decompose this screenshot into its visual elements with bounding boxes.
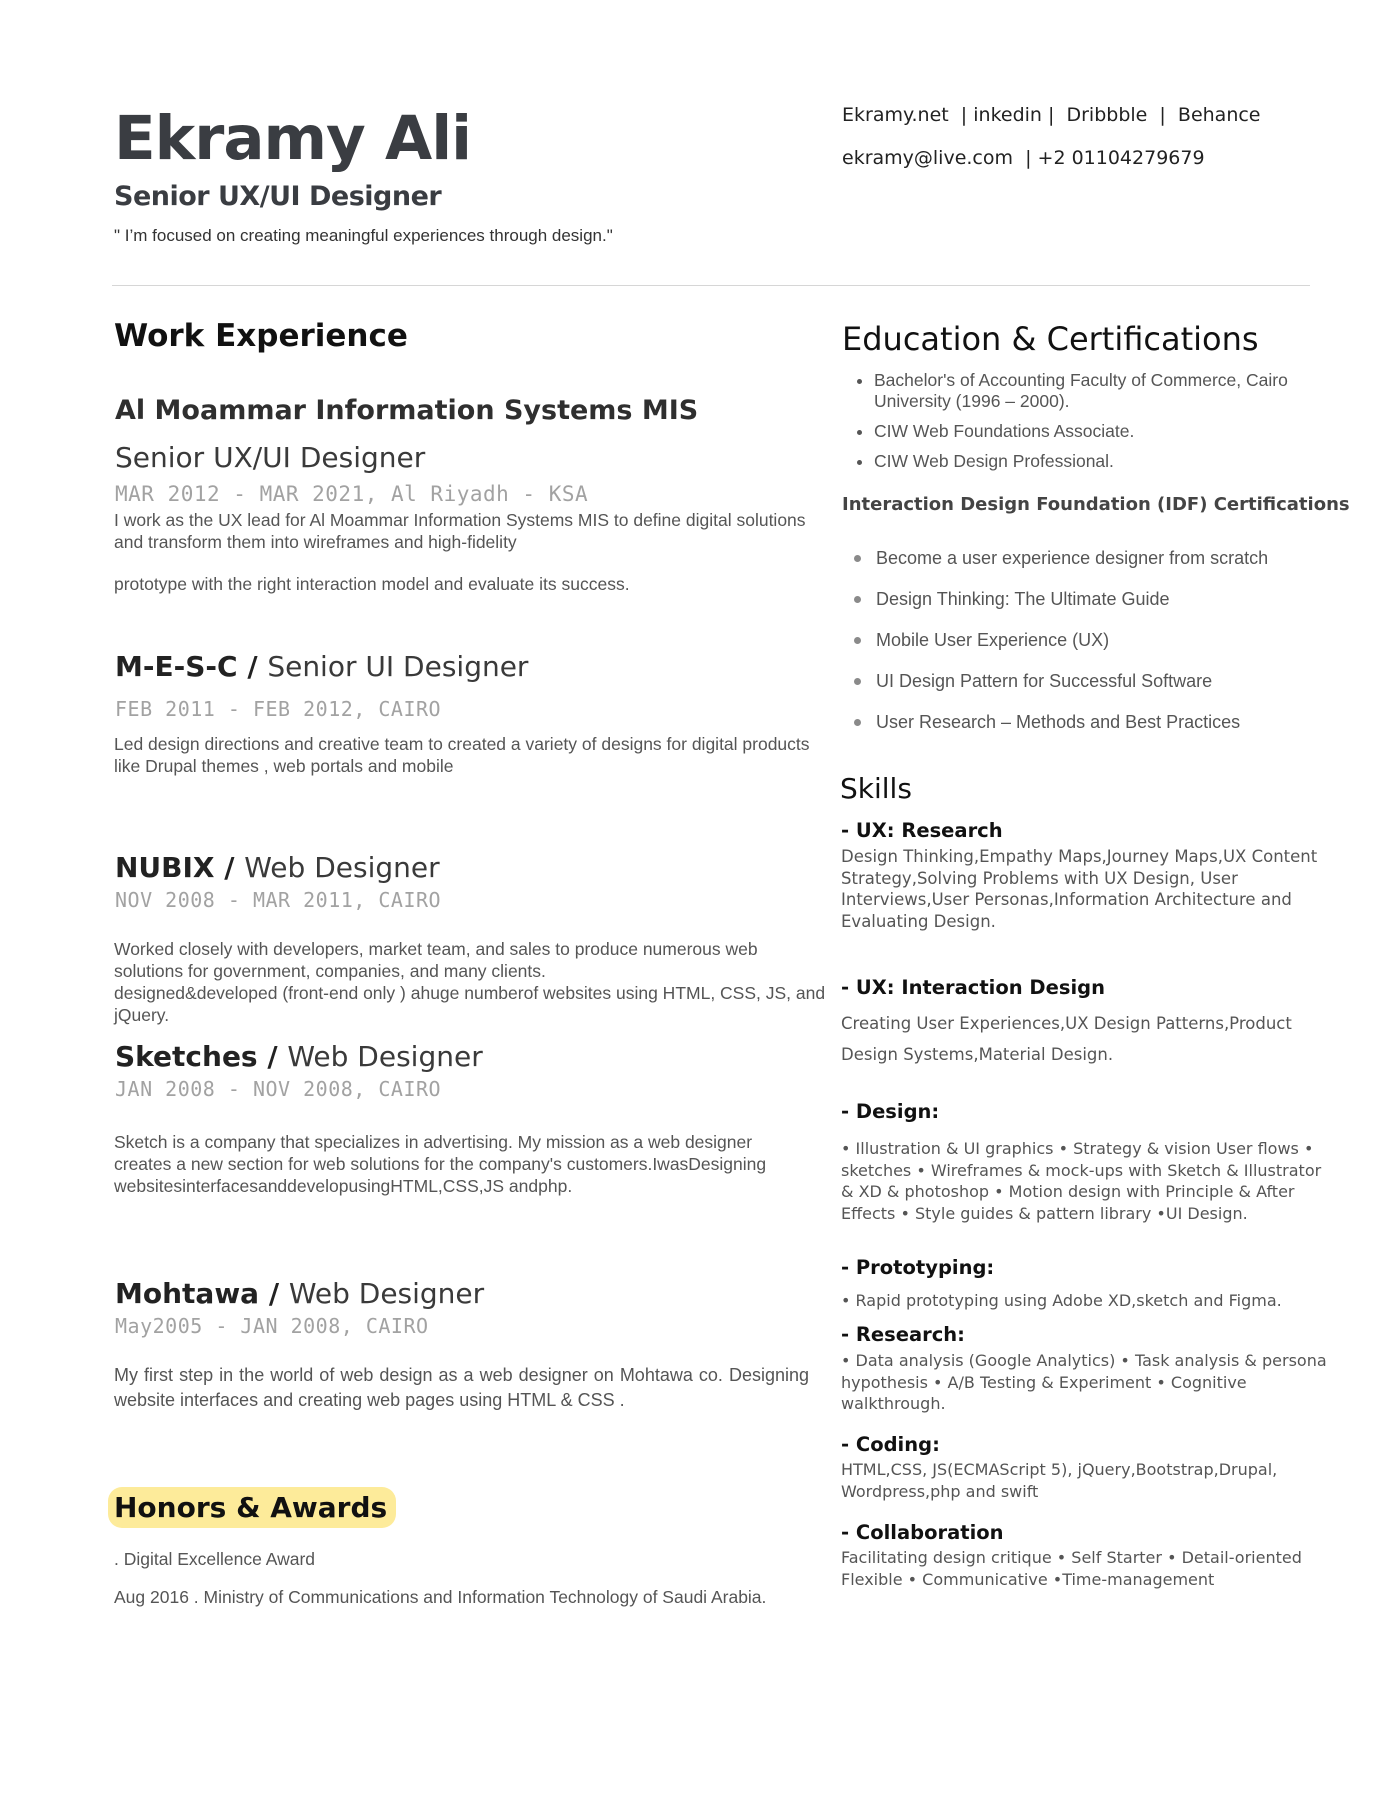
skill-group-title: - Collaboration bbox=[841, 1521, 1004, 1544]
contact-links[interactable]: Ekramy.net | inkedin | Dribbble | Behance bbox=[842, 104, 1261, 126]
job-3-description: Worked closely with developers, market team, and sales to produce numerous web solutions for government, companies, and many clients. bbox=[114, 939, 758, 981]
job-4-company: Sketches bbox=[115, 1040, 258, 1073]
education-heading: Education & Certifications bbox=[842, 320, 1259, 358]
job-1-dates: MAR 2012 - MAR 2021, Al Riyadh - KSA bbox=[115, 482, 589, 506]
certification-item: Mobile User Experience (UX) bbox=[876, 630, 1316, 651]
job-1-company: Al Moammar Information Systems MIS bbox=[115, 395, 699, 426]
idf-certifications-heading: Interaction Design Foundation (IDF) Certifications bbox=[842, 494, 1350, 515]
skill-group-text: Facilitating design critique • Self Starter • Detail-oriented Flexible • Communicative •Time-management bbox=[841, 1548, 1302, 1589]
education-item: • CIW Web Design Professional. bbox=[874, 451, 1314, 472]
honor-award: . Digital Excellence Award bbox=[114, 1549, 316, 1569]
job-3-role: Web Designer bbox=[244, 851, 440, 884]
job-1-role: Senior UX/UI Designer bbox=[115, 441, 426, 474]
contact-email-phone[interactable]: ekramy@live.com | +2 01104279679 bbox=[842, 147, 1205, 169]
tagline-quote: " I’m focused on creating meaningful experiences through design." bbox=[114, 226, 613, 245]
job-2-separator: / bbox=[237, 650, 268, 683]
job-1-description: I work as the UX lead for Al Moammar Information Systems MIS to define digital solutions and transform them into wireframes and high-fidelity bbox=[114, 510, 806, 552]
skill-group-title: - Prototyping: bbox=[841, 1256, 995, 1279]
candidate-name: Ekramy Ali bbox=[114, 103, 472, 174]
job-1-description-2: prototype with the right interaction model and evaluate its success. bbox=[114, 574, 630, 594]
job-2-dates: FEB 2011 - FEB 2012, CAIRO bbox=[115, 697, 442, 721]
certification-item: Design Thinking: The Ultimate Guide bbox=[876, 589, 1316, 610]
job-3-dates: NOV 2008 - MAR 2011, CAIRO bbox=[115, 888, 442, 912]
skill-group-title: - UX: Interaction Design bbox=[841, 976, 1105, 999]
job-3-heading bbox=[115, 851, 440, 884]
job-2-role: Senior UI Designer bbox=[267, 650, 529, 683]
work-experience-heading: Work Experience bbox=[114, 318, 408, 354]
candidate-title: Senior UX/UI Designer bbox=[114, 181, 442, 212]
job-5-heading bbox=[115, 1277, 484, 1310]
honors-heading: Honors & Awards bbox=[108, 1487, 396, 1528]
job-5-dates: May2005 - JAN 2008, CAIRO bbox=[115, 1314, 429, 1338]
job-5-role: Web Designer bbox=[288, 1277, 485, 1310]
job-3-separator: / bbox=[214, 851, 245, 884]
skill-group-text: Creating User Experiences,UX Design Patterns,Product Design Systems,Material Design. bbox=[841, 1014, 1292, 1064]
skill-group-text: Design Thinking,Empathy Maps,Journey Maps,UX Content Strategy,Solving Problems with UX Design, User Interviews,User Personas,Information Architecture and Evaluating Design. bbox=[841, 847, 1318, 931]
skill-group-text: HTML,CSS, JS(ECMAScript 5), jQuery,Bootstrap,Drupal, Wordpress,php and swift bbox=[841, 1460, 1278, 1501]
idf-certifications-list bbox=[842, 548, 1316, 753]
skill-group-title: - Coding: bbox=[841, 1433, 940, 1456]
job-3-company: NUBIX bbox=[115, 851, 215, 884]
job-2-heading bbox=[115, 650, 528, 683]
job-5-description: My first step in the world of web design as a web designer on Mohtawa co. Designing website interfaces and creating web pages using HTML & CSS . bbox=[114, 1365, 809, 1410]
job-2-company: M-E-S-C bbox=[115, 650, 238, 683]
skill-group-title: - Design: bbox=[841, 1100, 940, 1123]
education-item: • Bachelor's of Accounting Faculty of Commerce, Cairo University (1996 – 2000). bbox=[874, 370, 1314, 412]
header-divider bbox=[112, 285, 1310, 286]
skills-heading: Skills bbox=[840, 772, 912, 805]
job-4-separator: / bbox=[257, 1040, 288, 1073]
job-4-dates: JAN 2008 - NOV 2008, CAIRO bbox=[115, 1077, 442, 1101]
education-list bbox=[842, 370, 1314, 481]
job-5-separator: / bbox=[259, 1277, 289, 1310]
job-2-description: Led design directions and creative team to created a variety of designs for digital products like Drupal themes , web portals and mobile bbox=[114, 734, 810, 776]
skill-group-text: • Rapid prototyping using Adobe XD,sketch and Figma. bbox=[841, 1291, 1282, 1310]
certification-item: UI Design Pattern for Successful Software bbox=[876, 671, 1316, 692]
skill-group-title: - UX: Research bbox=[841, 819, 1003, 842]
skill-group-text: • Data analysis (Google Analytics) • Task analysis & persona hypothesis • A/B Testing & Experiment • Cognitive walkthrough. bbox=[841, 1351, 1327, 1413]
education-item: • CIW Web Foundations Associate. bbox=[874, 421, 1314, 442]
job-4-heading bbox=[115, 1040, 483, 1073]
certification-item: User Research – Methods and Best Practices bbox=[876, 712, 1316, 733]
job-3-description-2: designed&developed (front-end only ) ahuge numberof websites using HTML, CSS, JS, and jQuery. bbox=[114, 983, 826, 1025]
skill-group-title: - Research: bbox=[841, 1323, 965, 1346]
job-4-role: Web Designer bbox=[287, 1040, 483, 1073]
honor-award-details: Aug 2016 . Ministry of Communications and Information Technology of Saudi Arabia. bbox=[114, 1587, 767, 1607]
certification-item: Become a user experience designer from scratch bbox=[876, 548, 1316, 569]
job-5-company: Mohtawa bbox=[115, 1277, 260, 1310]
job-4-description: Sketch is a company that specializes in advertising. My mission as a web designer creates a new section for web solutions for the company's customers.IwasDesigning websitesinterfacesanddevelopusingHTML,CSS,JS andphp. bbox=[114, 1132, 767, 1196]
skill-group-text: • Illustration & UI graphics • Strategy & vision User flows • sketches • Wireframes & mock-ups with Sketch & Illustrator & XD & photoshop • Motion design with Principle & After Effects • Style guides & pattern library •UI Design. bbox=[841, 1139, 1322, 1223]
